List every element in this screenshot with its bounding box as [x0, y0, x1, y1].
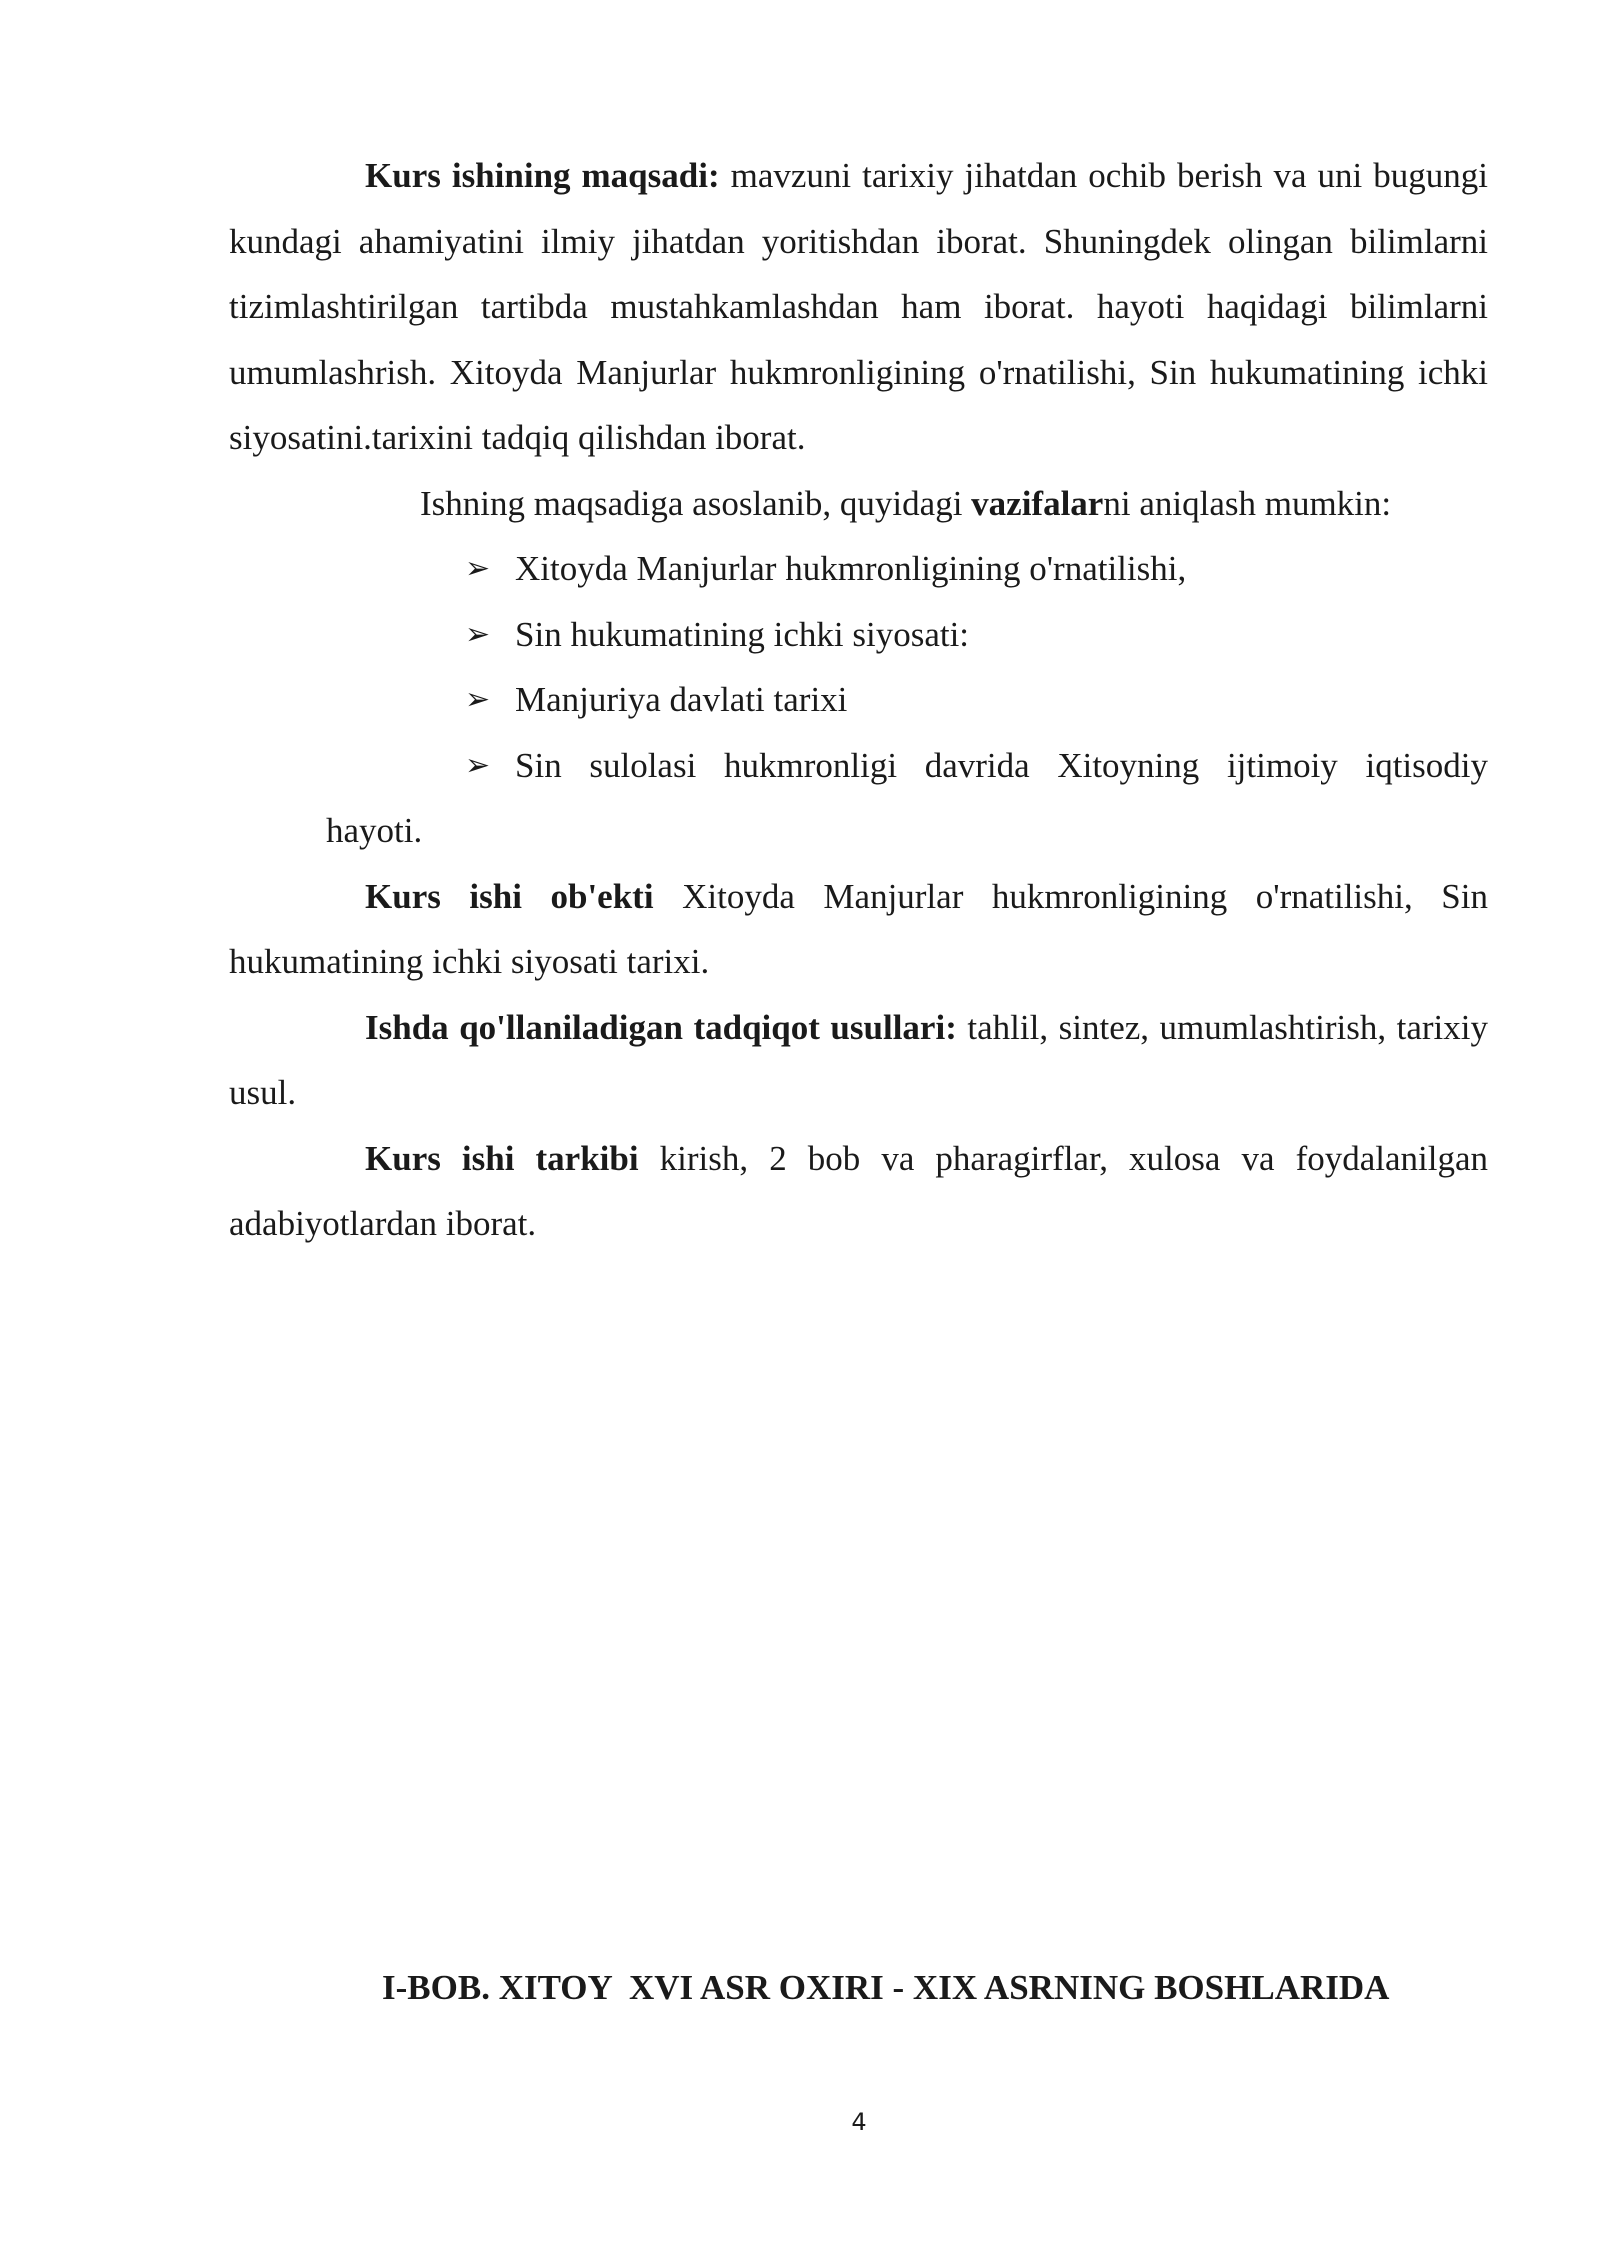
list-item: [229, 536, 1488, 602]
methods-heading: Ishda qo'llaniladigan tadqiqot usullari:: [365, 1007, 957, 1047]
arrow-bullet-icon: ➢: [465, 747, 491, 783]
tasks-intro-after: ni aniqlash mumkin:: [1103, 483, 1392, 523]
list-item-text: Sin sulolasi hukmronligi davrida Xitoyning ijtimoiy iqtisodiy: [515, 745, 1488, 785]
list-item-continuation: hayoti.: [326, 811, 423, 850]
list-item: [229, 602, 1488, 668]
tasks-intro-before: Ishning maqsadiga asoslanib, quyidagi: [420, 483, 972, 523]
paragraph-methods: [229, 995, 1488, 1126]
list-item: [229, 667, 1488, 733]
page-number: 4: [851, 2108, 867, 2136]
arrow-bullet-icon: ➢: [465, 616, 491, 652]
structure-heading: Kurs ishi tarkibi: [365, 1138, 639, 1178]
chapter-heading: I-BOB. XITOY XVI ASR OXIRI - XIX ASRNING BOSHLARIDA: [382, 1968, 1390, 2007]
arrow-bullet-icon: ➢: [465, 682, 491, 717]
object-text: Xitoyda Manjurlar hukmronligining o'rnatilishi, Sin hukumatining ichki siyosati tarixi.: [229, 876, 1488, 981]
paragraph-structure: [229, 1126, 1488, 1257]
list-item-text: Sin hukumatining ichki siyosati:: [515, 614, 970, 654]
paragraph-tasks-intro: [229, 471, 1488, 537]
arrow-bullet-icon: ➢: [465, 551, 491, 586]
paragraph-purpose: [229, 143, 1488, 471]
purpose-text: mavzuni tarixiy jihatdan ochib berish va uni bugungi kundagi ahamiyatini ilmiy jihatdan yoritishdan iborat. Shuningdek olingan bilimlarni tizimlashtirilgan tartibda mustahkamlashdan ham iborat. hayoti haqidagi bilimlarni umumlashrish. Xitoyda Manjurlar hukmronligining o'rnatilishi, Sin hukumatining ichki siyosatini.tarixini tadqiq qilishdan iborat.: [229, 156, 1488, 457]
list-item-text: Xitoyda Manjurlar hukmronligining o'rnatilishi,: [515, 549, 1187, 588]
tasks-keyword: vazifalar: [971, 483, 1104, 523]
structure-text: kirish, 2 bob va pharagirflar, xulosa va foydalanilgan adabiyotlardan iborat.: [229, 1138, 1488, 1243]
task-list: [229, 536, 1488, 798]
purpose-heading: Kurs ishining maqsadi:: [365, 156, 720, 195]
object-heading: Kurs ishi ob'ekti: [365, 876, 654, 916]
list-item-text: Manjuriya davlati tarixi: [515, 680, 848, 719]
paragraph-object: [229, 864, 1488, 995]
body-text: [229, 143, 1488, 1257]
methods-text: tahlil, sintez, umumlashtirish, tarixiy usul.: [229, 1007, 1488, 1112]
list-item: [229, 733, 1488, 799]
